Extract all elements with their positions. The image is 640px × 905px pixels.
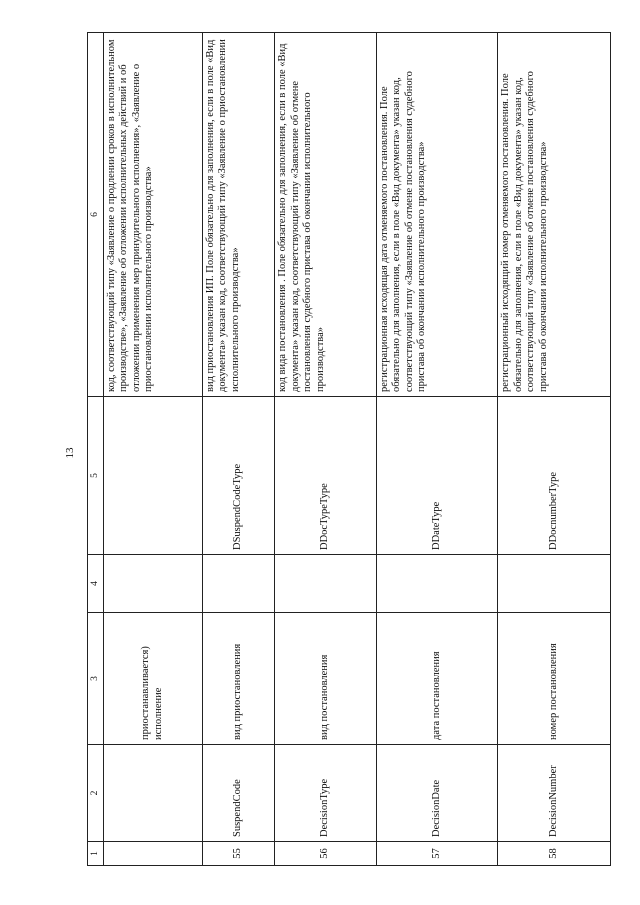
row-col4 [498, 555, 611, 613]
header-col-4: 4 [88, 555, 104, 613]
table-row [275, 33, 376, 866]
row-description: регистрационный исходящий номер отменяемого постановления. Поле обязательно для заполнения, если в поле «Вид документа» указан код, соответствующий типу «Заявление об отмене постановления судебного пристава об окончании исполнительного производства» [498, 33, 611, 397]
row-type: DSuspendCodeType [202, 397, 274, 555]
row-type: DDocTypeType [275, 397, 376, 555]
header-col-1: 1 [88, 842, 104, 866]
row-number: 55 [202, 842, 274, 866]
header-row [88, 33, 104, 866]
row-code: DecisionDate [376, 745, 498, 842]
row-description: код вида постановления . Поле обязательно для заполнения, если в поле «Вид документа» указан код, соответствующий типу «Заявление об отмене постановления судебного пристава об окончании исполнительного производства» [275, 33, 376, 397]
header-col-3: 3 [88, 613, 104, 745]
continuation-type [103, 397, 202, 555]
continuation-num [103, 842, 202, 866]
header-col-5: 5 [88, 397, 104, 555]
row-col4 [275, 555, 376, 613]
row-col4 [202, 555, 274, 613]
row-type: DDocnumberType [498, 397, 611, 555]
row-code: DecisionNumber [498, 745, 611, 842]
continuation-col4 [103, 555, 202, 613]
row-code: SuspendCode [202, 745, 274, 842]
row-description: регистрационная исходящая дата отменяемого постановления. Поле обязательно для заполнения, если в поле «Вид документа» указан код, соответствующий типу «Заявление об отмене постановления судебного пристава об окончании исполнительного производства» [376, 33, 498, 397]
row-number: 56 [275, 842, 376, 866]
row-code: DecisionType [275, 745, 376, 842]
row-name: дата постановления [376, 613, 498, 745]
table-row [498, 33, 611, 866]
header-col-6: 6 [88, 33, 104, 397]
row-col4 [376, 555, 498, 613]
header-col-2: 2 [88, 745, 104, 842]
row-name: вид постановления [275, 613, 376, 745]
table-row [202, 33, 274, 866]
row-type: DDateType [376, 397, 498, 555]
row-name: номер постановления [498, 613, 611, 745]
continuation-name: приостанавливается) исполнение [103, 613, 202, 745]
row-name: вид приостановления [202, 613, 274, 745]
table-row [376, 33, 498, 866]
continuation-desc: код, соответствующий типу «Заявление о продлении сроков в исполнительном производстве», «Заявление об отложении исполнительных действий и об отложении применения мер принудительного исполнения», «Заявление о приостановлении исполнительного производства» [103, 33, 202, 397]
document-sheet [87, 33, 611, 866]
continuation-row [103, 33, 202, 866]
row-number: 57 [376, 842, 498, 866]
row-number: 58 [498, 842, 611, 866]
continuation-code [103, 745, 202, 842]
attributes-table [87, 32, 611, 866]
page-number: 13 [64, 447, 76, 459]
row-description: вид приостановления ИП. Поле обязательно для заполнения, если в поле «Вид документа» указан код, соответствующий типу «Заявление о приостановлении исполнительного производства» [202, 33, 274, 397]
